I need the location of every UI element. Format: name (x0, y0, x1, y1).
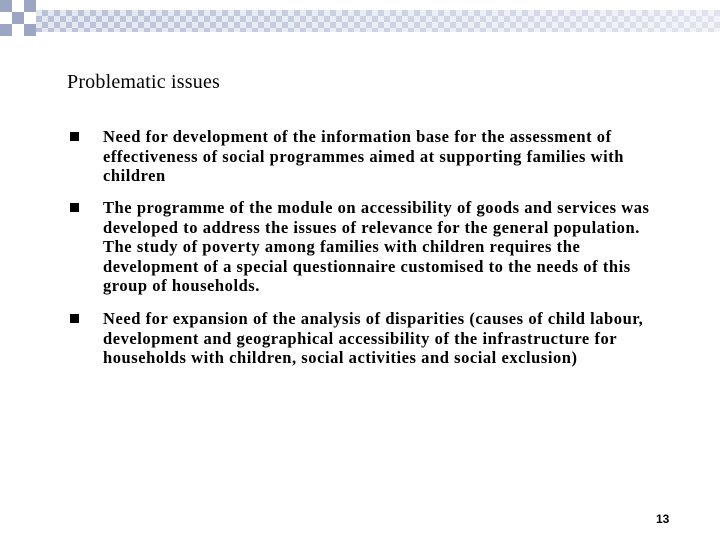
decor-square (12, 12, 24, 24)
decor-square (0, 0, 12, 12)
slide-title: Problematic issues (67, 71, 221, 94)
bullet-text: Need for expansion of the analysis of disparities (causes of child labour, development and geographical accessibility of the infrastructure for households with children, social activities and social exclusion) (103, 309, 644, 367)
bullet-text: The programme of the module on accessibility of goods and services was developed to address the issues of relevance for the general population. The study of poverty among families with children requires the development of a special questionnaire customised to the needs of this group of households. (103, 198, 650, 295)
decor-square (0, 24, 12, 36)
bullet-text: Need for development of the information base for the assessment of effectiveness of social programmes aimed at supporting families with children (103, 127, 625, 185)
square-bullet-icon (70, 203, 79, 212)
page-number: 13 (656, 512, 670, 526)
decor-square (24, 24, 36, 36)
square-bullet-icon (70, 314, 79, 323)
decor-square (24, 0, 36, 12)
header-band (36, 10, 720, 32)
square-bullet-icon (70, 132, 79, 141)
